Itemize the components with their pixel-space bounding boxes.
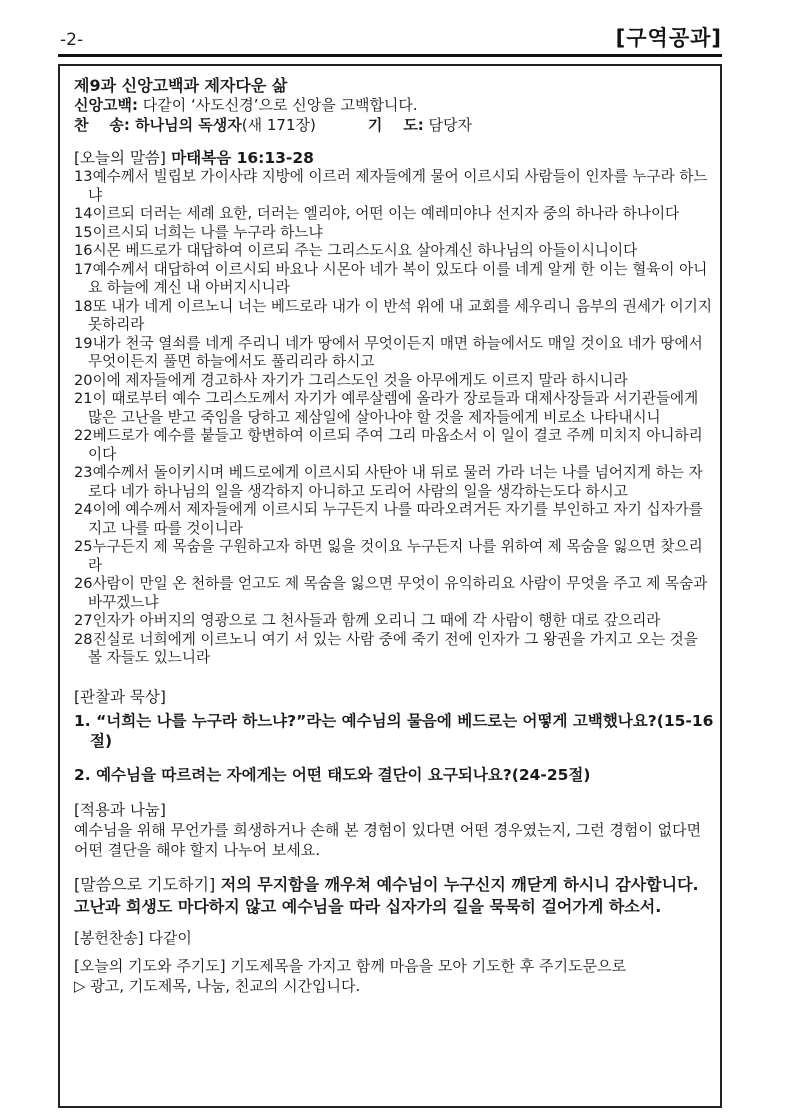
verse-28 xyxy=(74,631,714,668)
verse-21 xyxy=(74,390,714,427)
creed-label: 신앙고백: xyxy=(74,96,138,114)
verse-text: 예수께서 돌이키시며 베드로에게 이르시되 사탄아 내 뒤로 물러 가라 너는 나를 넘어지게 하는 자로다 네가 하나님의 일을 생각하지 아니하고 도리어 사람의 일을 생각하는도다 하시고 xyxy=(88,464,703,500)
verse-text: 내가 천국 열쇠를 네게 주리니 네가 땅에서 무엇이든지 매면 하늘에서도 매일 것이요 네가 땅에서 무엇이든지 풀면 하늘에서도 풀리리라 하시고 xyxy=(88,334,703,370)
offering-row xyxy=(74,928,714,948)
verse-text: 누구든지 제 목숨을 구원하고자 하면 잃을 것이요 누구든지 나를 위하여 제 목숨을 잃으면 찾으리라 xyxy=(88,538,703,574)
verse-number: 24 xyxy=(74,501,93,518)
hymn-number: (새 171장) xyxy=(241,116,316,134)
verse-number: 26 xyxy=(74,575,93,592)
verse-number: 18 xyxy=(74,297,93,315)
verse-23 xyxy=(74,464,714,501)
lesson-content xyxy=(74,76,714,996)
verse-16 xyxy=(74,242,714,261)
hymn-title: 하나님의 독생자 xyxy=(129,116,242,134)
verse-17 xyxy=(74,261,714,298)
scripture-heading-label: [오늘의 말씀] xyxy=(74,149,166,167)
closing-prayer-heading: [말씀으로 기도하기] xyxy=(74,874,216,894)
verse-number: 14 xyxy=(74,205,93,222)
lords-prayer-row xyxy=(74,956,714,976)
question-2: 2. 예수님을 따르려는 자에게는 어떤 태도와 결단이 요구되나요?(24-25절) xyxy=(74,765,591,784)
verse-text: 예수께서 대답하여 이르시되 바요나 시몬아 네가 복이 있도다 이를 네게 알게 한 이는 혈육이 아니요 하늘에 계신 내 아버지시니라 xyxy=(88,260,708,296)
page-number: -2- xyxy=(60,30,84,50)
lords-prayer-text: 기도제목을 가지고 함께 마음을 모아 기도한 후 주기도문으로 xyxy=(225,956,627,975)
observation-heading: [관찰과 묵상] xyxy=(74,687,166,706)
verse-number: 22 xyxy=(74,427,93,444)
verse-number: 28 xyxy=(74,630,93,648)
verse-text: 사람이 만일 온 천하를 얻고도 제 목숨을 잃으면 무엇이 유익하리요 사람이 무엇을 주고 제 목숨과 바꾸겠느냐 xyxy=(88,575,708,611)
offering-text: 다같이 xyxy=(143,928,192,947)
verse-25 xyxy=(74,538,714,575)
verse-20 xyxy=(74,372,714,391)
closing-prayer-text: 저의 무지함을 깨우쳐 예수님이 누구신지 깨닫게 하시니 감사합니다. 고난과 희생도 마다하지 않고 예수님을 따라 십자가의 길을 묵묵히 걸어가게 하소서. xyxy=(74,874,699,916)
creed-text: 다같이 ‘사도신경’으로 신앙을 고백합니다. xyxy=(137,96,418,114)
header-rule xyxy=(58,54,722,57)
verse-27 xyxy=(74,612,714,631)
application-heading: [적용과 나눔] xyxy=(74,800,166,819)
hymn-prayer-row xyxy=(74,116,714,135)
verse-text: 이에 예수께서 제자들에게 이르시되 누구든지 나를 따라오려거든 자기를 부인하고 자기 십자가를 지고 나를 따를 것이니라 xyxy=(88,501,703,537)
verse-text: 시몬 베드로가 대답하여 이르되 주는 그리스도시요 살아계신 하나님의 아들이시니이다 xyxy=(92,242,638,259)
verse-26 xyxy=(74,575,714,612)
verse-18 xyxy=(74,298,714,335)
verse-14 xyxy=(74,205,714,224)
scripture-reference: 마태복음 16:13-28 xyxy=(165,149,314,167)
verse-number: 15 xyxy=(74,223,93,241)
verse-list xyxy=(74,168,714,668)
verse-number: 19 xyxy=(74,334,93,352)
prayer-text: 담당자 xyxy=(423,116,472,134)
verse-19 xyxy=(74,335,714,372)
verse-text: 베드로가 예수를 붙들고 항변하여 이르되 주여 그리 마옵소서 이 일이 결코 주께 미치지 아니하리이다 xyxy=(88,427,703,463)
lords-prayer-next: ▷ 광고, 기도제목, 나눔, 친교의 시간입니다. xyxy=(74,976,361,995)
verse-text: 또 내가 네게 이르노니 너는 베드로라 내가 이 반석 위에 내 교회를 세우리니 음부의 권세가 이기지 못하리라 xyxy=(88,297,712,333)
verse-text: 진실로 너희에게 이르노니 여기 서 있는 사람 중에 죽기 전에 인자가 그 왕권을 가지고 오는 것을 볼 자들도 있느니라 xyxy=(88,630,698,666)
header-title: [구역공과] xyxy=(615,26,722,50)
question-1: 1. “너희는 나를 누구라 하느냐?”라는 예수님의 물음에 베드로는 어떻게 고백했나요?(15-16절) xyxy=(74,711,714,750)
verse-15 xyxy=(74,224,714,243)
verse-text: 이에 제자들에게 경고하사 자기가 그리스도인 것을 아무에게도 이르지 말라 하시니라 xyxy=(92,371,628,389)
verse-22 xyxy=(74,427,714,464)
creed-row xyxy=(74,96,714,115)
verse-text: 인자가 아버지의 영광으로 그 천사들과 함께 오리니 그 때에 각 사람이 행한 대로 갚으리라 xyxy=(92,612,661,629)
verse-text: 이르시되 너희는 나를 누구라 하느냐 xyxy=(92,223,323,241)
lords-prayer-heading: [오늘의 기도와 주기도] xyxy=(74,956,226,975)
lesson-title: 제9과 신앙고백과 제자다운 삶 xyxy=(74,76,288,95)
verse-number: 17 xyxy=(74,260,93,278)
verse-number: 13 xyxy=(74,168,93,185)
verse-number: 25 xyxy=(74,538,93,555)
hymn-label: 찬 송: xyxy=(74,116,130,134)
offering-heading: [봉헌찬송] xyxy=(74,928,144,947)
verse-13 xyxy=(74,168,714,205)
verse-text: 이르되 더러는 세례 요한, 더러는 엘리야, 어떤 이는 예레미야나 선지자 중의 하나라 하나이다 xyxy=(92,205,680,222)
verse-24 xyxy=(74,501,714,538)
prayer-label: 기 도: xyxy=(367,116,424,134)
verse-text: 이 때로부터 예수 그리스도께서 자기가 예루살렘에 올라가 장로들과 대제사장들과 서기관들에게 많은 고난을 받고 죽임을 당하고 제삼일에 살아나야 할 것을 제자들에게 비로소 나타내시니 xyxy=(88,390,699,426)
scripture-heading xyxy=(74,149,714,168)
application-text: 예수님을 위해 무언가를 희생하거나 손해 본 경험이 있다면 어떤 경우였는지, 그런 경험이 없다면 어떤 결단을 해야 할지 나누어 보세요. xyxy=(74,820,702,859)
verse-number: 23 xyxy=(74,464,93,481)
verse-number: 16 xyxy=(74,242,93,259)
verse-text: 예수께서 빌립보 가이사랴 지방에 이르러 제자들에게 물어 이르시되 사람들이 인자를 누구라 하느냐 xyxy=(88,168,708,204)
closing-prayer xyxy=(74,874,714,918)
verse-number: 27 xyxy=(74,612,93,629)
verse-number: 20 xyxy=(74,371,93,389)
verse-number: 21 xyxy=(74,390,93,407)
